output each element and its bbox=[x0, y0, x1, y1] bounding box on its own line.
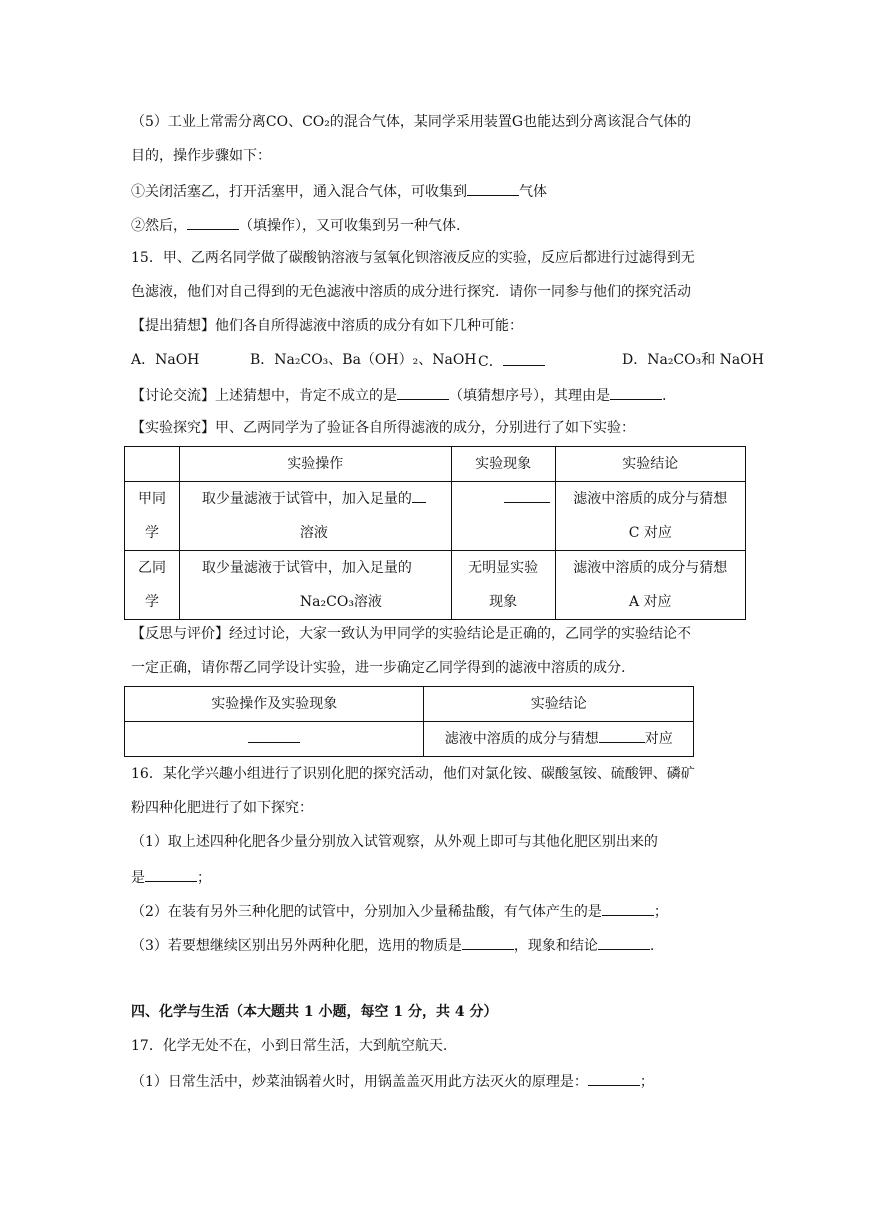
option-d: D．Na₂CO₃和 NaOH bbox=[622, 352, 764, 368]
p2-text: （2）在装有另外三种化肥的试管中，分别加入少量稀盐酸，有气体产生的是 bbox=[131, 904, 602, 920]
header-op-phen: 实验操作及实验现象 bbox=[125, 687, 424, 722]
row-yi-phenomenon bbox=[451, 551, 555, 620]
p1-tail: ； bbox=[197, 870, 211, 886]
concl-tail: 对应 bbox=[644, 731, 673, 747]
header-operation: 实验操作 bbox=[179, 447, 451, 482]
concl-line1: 滤液中溶质的成分与猜想 bbox=[573, 491, 728, 507]
answer-blank[interactable] bbox=[145, 866, 197, 882]
answer-blank[interactable] bbox=[602, 900, 654, 916]
design-concl-cell bbox=[424, 722, 694, 757]
header-conclusion: 实验结论 bbox=[555, 447, 745, 482]
q15-explore: 【实验探究】甲、乙两同学为了验证各自所得滤液的成分，分别进行了如下实验： bbox=[131, 420, 635, 436]
experiment-table bbox=[124, 446, 746, 620]
q5-line2: 目的，操作步骤如下： bbox=[131, 148, 271, 164]
q16-line1: 16．某化学兴趣小组进行了识别化肥的探究活动，他们对氯化铵、碳酸氢铵、硫酸钾、磷矿 bbox=[131, 766, 695, 782]
q16-p1-line2 bbox=[131, 866, 211, 888]
q15-discuss bbox=[131, 384, 666, 406]
row-yi-who bbox=[125, 551, 180, 620]
q5-step2-text: ②然后， bbox=[131, 218, 187, 234]
table-header-row bbox=[125, 447, 746, 482]
row-yi-conclusion bbox=[555, 551, 745, 620]
answer-blank[interactable] bbox=[599, 727, 645, 743]
option-c bbox=[478, 350, 545, 372]
q5-step2 bbox=[131, 214, 460, 236]
q16-p3 bbox=[131, 934, 654, 956]
who-label: 甲同学 bbox=[137, 491, 166, 541]
q17-p1-text: （1）日常生活中，炒菜油锅着火时，用锅盖盖灭用此方法灭火的原理是： bbox=[131, 1074, 588, 1090]
q17-p1-tail: ； bbox=[639, 1074, 654, 1090]
q15-line2: 色滤液，他们对自己得到的无色滤液中溶质的成分进行探究．请你一同参与他们的探究活动 bbox=[131, 284, 691, 300]
op-line1: 取少量滤液于试管中，加入足量的 bbox=[201, 491, 412, 507]
p3-mid: ，现象和结论 bbox=[513, 938, 598, 954]
p2-tail: ； bbox=[653, 904, 668, 920]
row-jia-operation bbox=[179, 482, 451, 551]
phen-line1: 无明显实验 bbox=[468, 560, 539, 576]
answer-blank[interactable] bbox=[248, 727, 300, 743]
design-answer-row bbox=[125, 722, 694, 757]
q17-line1: 17．化学无处不在，小到日常生活，大到航空航天. bbox=[131, 1038, 448, 1054]
q15-reflect-line2: 一定正确，请你帮乙同学设计实验，进一步确定乙同学得到的滤液中溶质的成分. bbox=[131, 660, 626, 676]
p3-text: （3）若要想继续区别出另外两种化肥，选用的物质是 bbox=[131, 938, 462, 954]
table-row-yi bbox=[125, 551, 746, 620]
q16-line2: 粉四种化肥进行了如下探究： bbox=[131, 800, 313, 816]
header-phenomenon: 实验现象 bbox=[451, 447, 555, 482]
q15-hypothesis: 【提出猜想】他们各自所得滤液中溶质的成分有如下几种可能： bbox=[131, 318, 523, 334]
design-table bbox=[124, 686, 694, 757]
discuss-tail: . bbox=[662, 388, 667, 404]
design-op-cell bbox=[125, 722, 424, 757]
p1-text: 是 bbox=[131, 870, 145, 886]
discuss-mid: （填猜想序号），其理由是 bbox=[449, 388, 610, 404]
q16-p1-line1: （1）取上述四种化肥各少量分别放入试管观察，从外观上即可与其他化肥区别出来的 bbox=[131, 834, 658, 850]
table-row-jia bbox=[125, 482, 746, 551]
answer-blank[interactable] bbox=[412, 487, 426, 503]
op-line1: 取少量滤液于试管中，加入足量的 bbox=[201, 560, 412, 576]
header-conclusion: 实验结论 bbox=[424, 687, 694, 722]
who-label: 乙同学 bbox=[137, 560, 166, 610]
answer-blank[interactable] bbox=[397, 384, 449, 400]
q5-step1-text: ①关闭活塞乙，打开活塞甲，通入混合气体，可收集到 bbox=[131, 184, 467, 200]
q5-line1: （5）工业上常需分离CO、CO₂的混合气体，某同学采用装置G也能达到分离该混合气体的 bbox=[131, 114, 692, 130]
op-line2: Na₂CO₃溶液 bbox=[299, 594, 382, 610]
q17-p1 bbox=[131, 1070, 654, 1092]
answer-blank[interactable] bbox=[187, 214, 239, 230]
row-yi-operation bbox=[179, 551, 451, 620]
q5-step1-tail: 气体 bbox=[519, 184, 547, 200]
design-header-row bbox=[125, 687, 694, 722]
answer-blank[interactable] bbox=[503, 350, 545, 366]
q5-step1 bbox=[131, 180, 547, 202]
option-a: A．NaOH bbox=[131, 352, 200, 368]
op-line2: 溶液 bbox=[299, 525, 328, 541]
answer-blank[interactable] bbox=[598, 934, 650, 950]
concl-line2: A 对应 bbox=[629, 594, 672, 610]
option-b: B．Na₂CO₃、Ba（OH）₂、NaOH bbox=[250, 352, 477, 368]
row-jia-phenomenon bbox=[451, 482, 555, 551]
concl-line2: C 对应 bbox=[628, 525, 672, 541]
answer-blank[interactable] bbox=[588, 1070, 640, 1086]
concl-text: 滤液中溶质的成分与猜想 bbox=[444, 731, 599, 747]
q15-line1: 15．甲、乙两名同学做了碳酸钠溶液与氢氧化钡溶液反应的实验，反应后都进行过滤得到无 bbox=[131, 250, 695, 266]
answer-blank[interactable] bbox=[504, 487, 550, 503]
option-c-label: C． bbox=[478, 354, 503, 370]
header-blank bbox=[125, 447, 180, 482]
concl-line1: 滤液中溶质的成分与猜想 bbox=[573, 560, 728, 576]
discuss-text: 【讨论交流】上述猜想中，肯定不成立的是 bbox=[131, 388, 397, 404]
q16-p2 bbox=[131, 900, 668, 922]
q15-reflect-line1: 【反思与评价】经过讨论，大家一致认为甲同学的实验结论是正确的，乙同学的实验结论不 bbox=[131, 626, 691, 642]
section-4-title: 四、化学与生活（本大题共 1 小题，每空 1 分，共 4 分） bbox=[131, 1004, 498, 1020]
q5-step2-tail: （填操作），又可收集到另一种气体. bbox=[239, 218, 461, 234]
row-jia-conclusion bbox=[555, 482, 745, 551]
p3-tail: . bbox=[649, 938, 655, 954]
phen-line2: 现象 bbox=[489, 594, 518, 610]
answer-blank[interactable] bbox=[462, 934, 514, 950]
row-jia-who bbox=[125, 482, 180, 551]
answer-blank[interactable] bbox=[467, 180, 519, 196]
answer-blank[interactable] bbox=[610, 384, 662, 400]
